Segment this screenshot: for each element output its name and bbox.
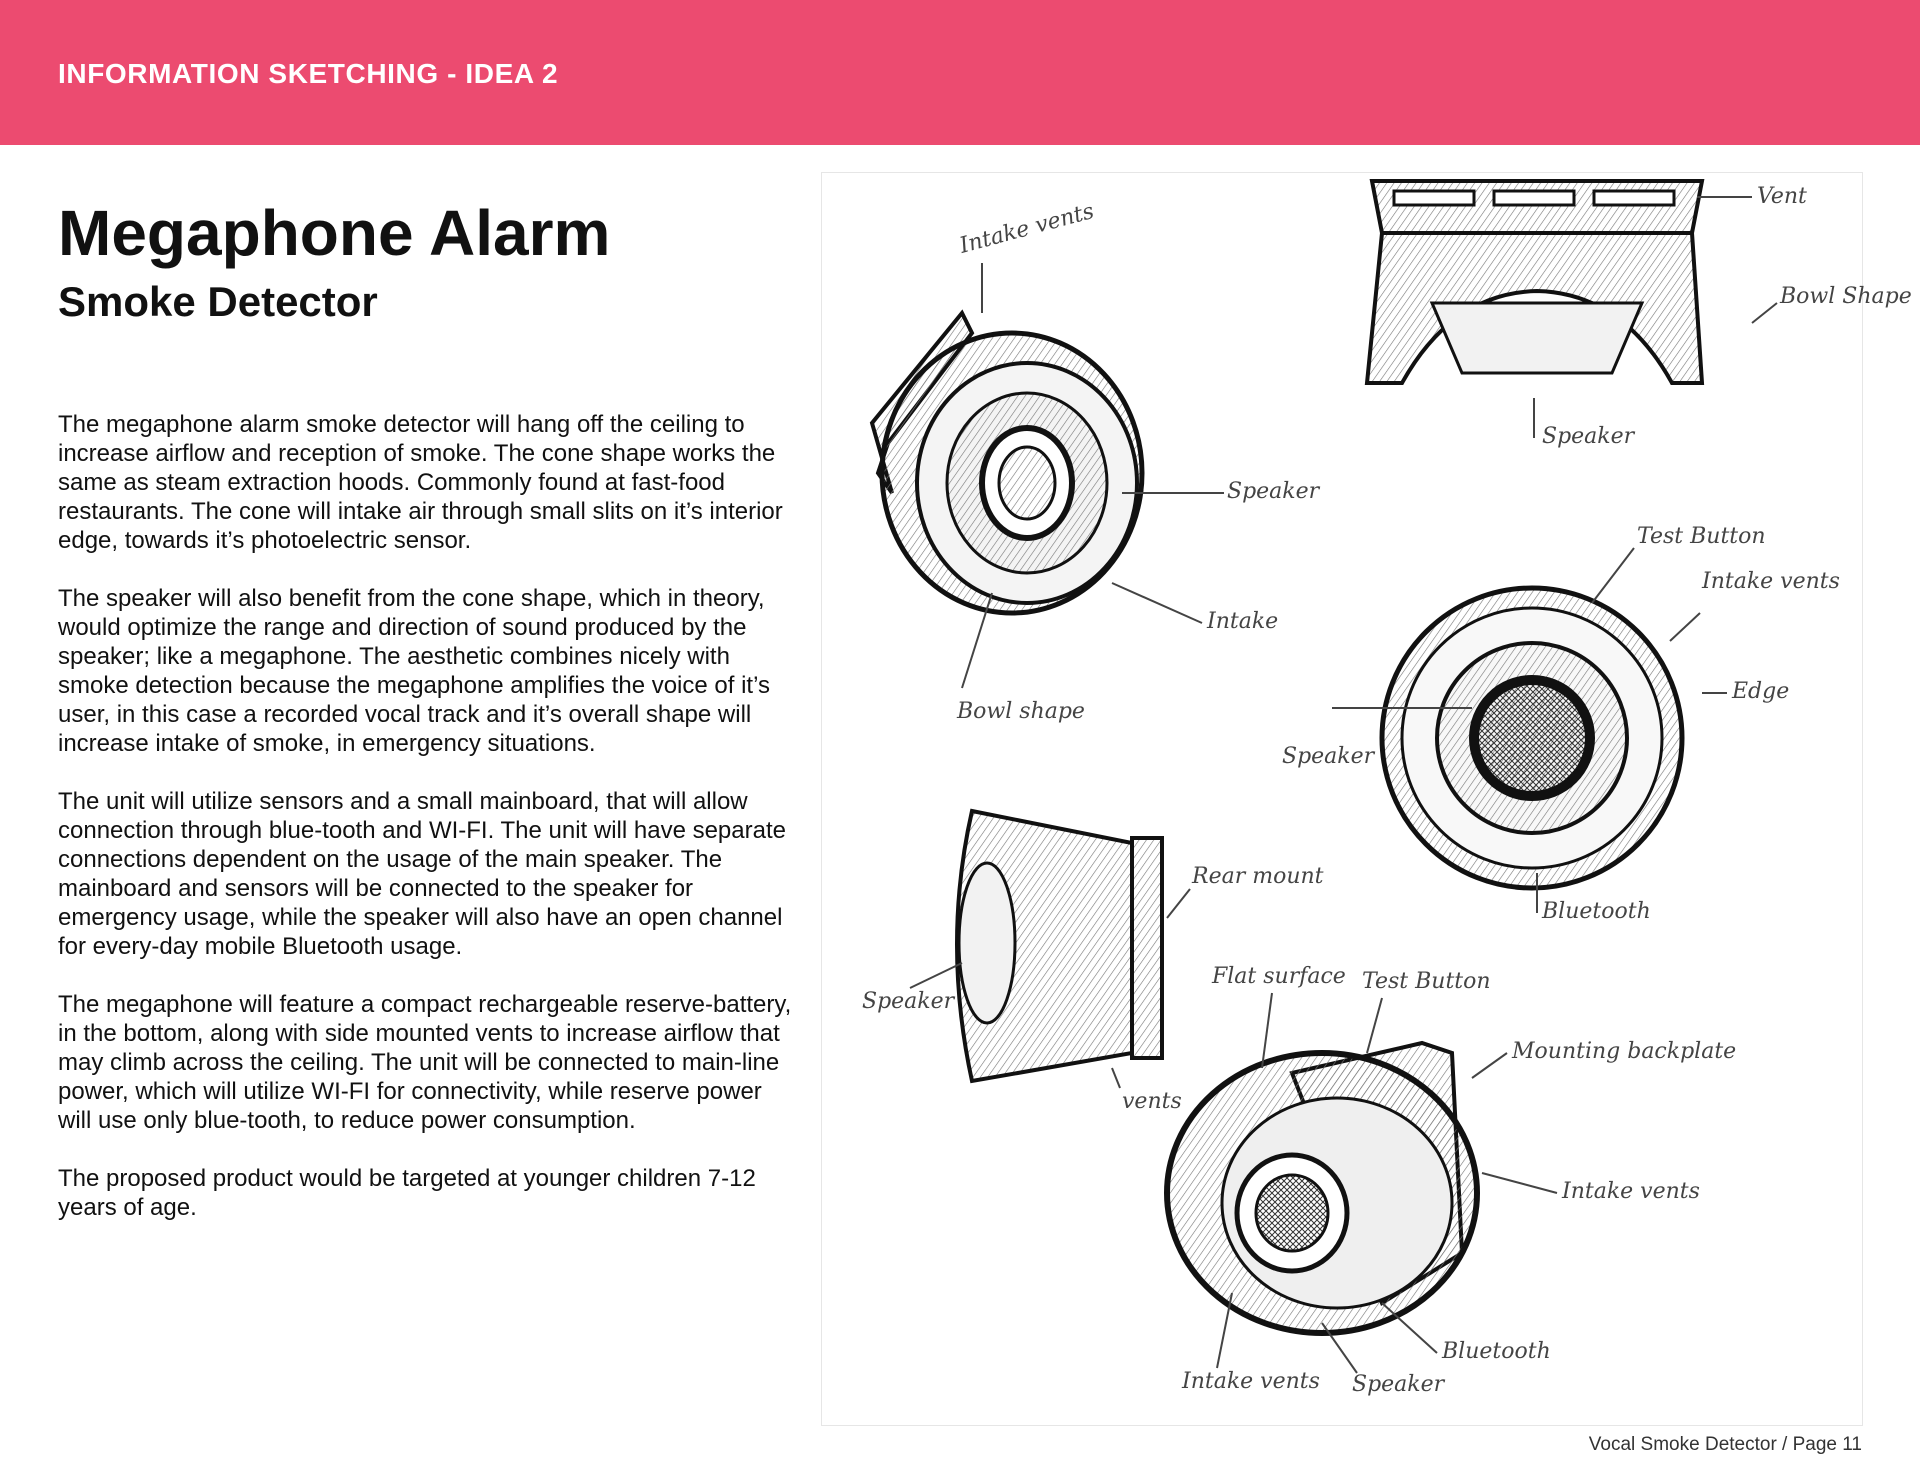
label-edge: Edge (1732, 679, 1790, 704)
paragraph: The proposed product would be targeted at younger children 7-12 years of age. (58, 1165, 756, 1221)
page-title: Megaphone Alarm (58, 197, 611, 269)
paragraph: The megaphone will feature a compact rechargeable reserve-battery, in the bottom, along with side mounted vents to increase airflow that may climb across the ceiling. The unit will be connected to main-line power, which will utilize WI-FI for connectivity, while reserve power will use only blue-tooth, to reduce power consumption. (58, 991, 792, 1134)
page-footer: Vocal Smoke Detector / Page 11 (1588, 1434, 1862, 1455)
label-bowl-shape-2: Bowl Shape (1780, 284, 1912, 309)
paragraph: The unit will utilize sensors and a small mainboard, that will allow connection through blue-tooth and WI-FI. The unit will have separate connections dependent on the usage of the main speaker. The mainboard and sensors will be connected to the speaker for emergency usage, while the speaker will also have an open channel for every-day mobile Bluetooth usage. (58, 788, 786, 960)
paragraph: The speaker will also benefit from the cone shape, which in theory, would optimize the range and direction of sound produced by the speaker; like a megaphone. The aesthetic combines nicely with smoke detection because the megaphone amplifies the voice of it’s user, in this case a recorded vocal track and it’s overall shape will increase intake of smoke, in emergency situations. (58, 585, 770, 757)
paragraph: The megaphone alarm smoke detector will hang off the ceiling to increase airflow and reception of smoke. The cone shape works the same as steam extraction hoods. Commonly found at fast-food restaurants. The cone will intake air through small slits on it’s interior edge, towards it’s photoelectric sensor. (58, 411, 783, 554)
sketch-panel (821, 172, 1912, 1426)
label-test-button: Test Button (1637, 524, 1766, 549)
page-subtitle: Smoke Detector (58, 278, 378, 325)
label-rear-mount: Rear mount (1192, 864, 1324, 889)
section-title: INFORMATION SKETCHING - IDEA 2 (58, 58, 559, 89)
sketch-angled-view (872, 199, 1321, 724)
label-intake-vents-4: Intake vents (1182, 1369, 1320, 1394)
label-speaker-2: Speaker (1542, 424, 1635, 449)
body-text (58, 410, 798, 1251)
label-speaker-3: Speaker (1282, 744, 1375, 769)
label-speaker: Speaker (1227, 479, 1320, 504)
header-bar (0, 0, 1920, 145)
label-bluetooth: Bluetooth (1542, 899, 1651, 924)
sketch-illustration (822, 173, 1912, 1425)
sketch-side-view (1367, 181, 1912, 449)
sketch-front-view (1282, 524, 1840, 924)
label-speaker-5: Speaker (1352, 1372, 1445, 1397)
label-intake-vents-3: Intake vents (1562, 1179, 1700, 1204)
label-bluetooth-2: Bluetooth (1442, 1339, 1551, 1364)
speaker-mesh (1474, 680, 1590, 796)
sketch-perspective-view (1167, 964, 1736, 1397)
label-bowl-shape: Bowl shape (957, 699, 1085, 724)
label-intake-vents-2: Intake vents (1702, 569, 1840, 594)
label-vent: Vent (1757, 184, 1807, 209)
label-speaker-4: Speaker (862, 989, 955, 1014)
label-test-button-2: Test Button (1362, 969, 1491, 994)
label-intake-vents: Intake vents (957, 198, 1097, 259)
label-mounting-backplate: Mounting backplate (1512, 1039, 1737, 1064)
label-flat-surface: Flat surface (1212, 964, 1346, 989)
label-intake: Intake (1207, 609, 1279, 634)
label-vents: vents (1122, 1089, 1182, 1114)
